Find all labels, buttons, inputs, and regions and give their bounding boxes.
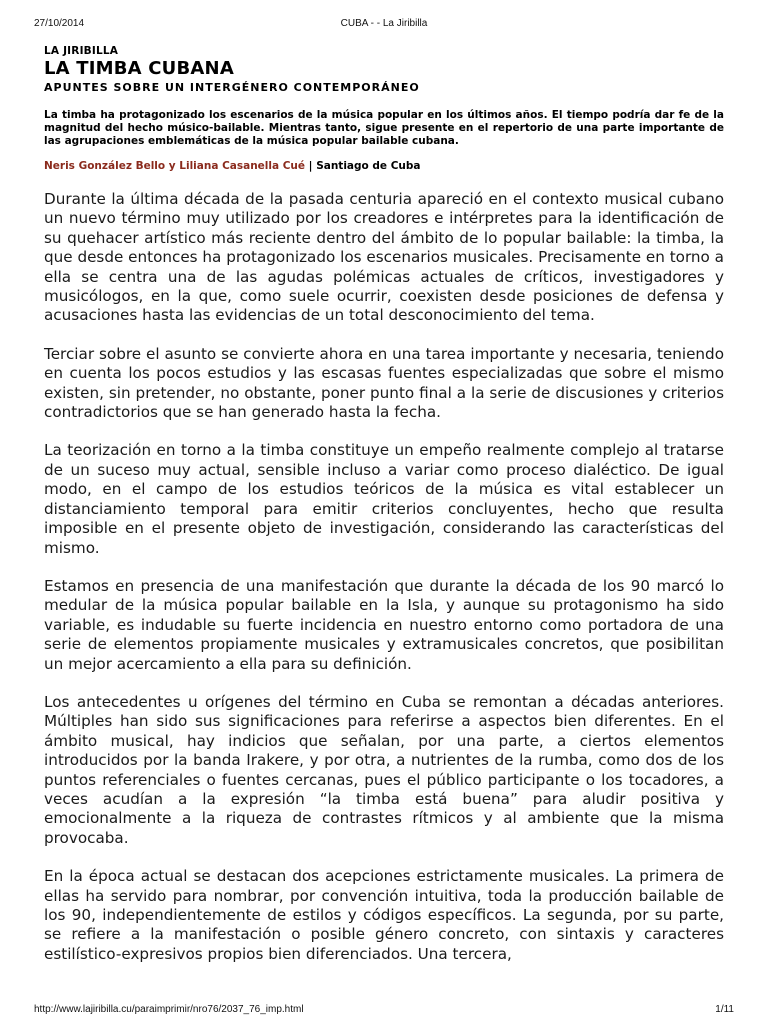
- print-page-title: CUBA - - La Jiribilla: [340, 18, 428, 29]
- print-header: [34, 18, 734, 29]
- body-paragraph: Los antecedentes u orígenes del término en Cuba se remontan a décadas anteriores. Múltiples han sido sus significaciones para referirse a aspectos bien diferentes. En el ámbito musical, hay indicios que señalan, por una parte, a ciertos elementos introducidos por la banda Irakere, y por otra, a nutrientes de la rumba, como dos de los puntos referenciales o fuentes cercanas, pues el público participante o los tocadores, a veces acudían a la expresión “la timba está buena” para aludir positiva y emocionalmente a la riqueza de contrastes rítmicos y al ambiente que la misma provocaba.: [44, 692, 724, 847]
- article: [44, 44, 724, 964]
- print-url: http://www.lajiribilla.cu/paraimprimir/nro76/2037_76_imp.html: [34, 1004, 304, 1015]
- print-page-number: 1/11: [715, 1004, 734, 1015]
- article-subtitle: APUNTES SOBRE UN INTERGÉNERO CONTEMPORÁNEO: [44, 81, 420, 94]
- body-paragraph: En la época actual se destacan dos acepciones estrictamente musicales. La primera de ellas ha servido para nombrar, por convención intuitiva, toda la producción bailable de los 90, independientemente de estilos y códigos específicos. La segunda, por su parte, se refiere a la manifestación o posible género concreto, con sintaxis y caracteres estilístico-expresivos propios bien diferenciados. Una tercera,: [44, 867, 724, 963]
- body-paragraph: Durante la última década de la pasada centuria apareció en el contexto musical cubano un nuevo término muy utilizado por los creadores e intérpretes para la identificación de su quehacer artístico más reciente dentro del ámbito de lo popular bailable: la timba, la que desde entonces ha protagonizado los escenarios musicales. Precisamente en torno a ella se centra una de las agudas polémicas actuales de críticos, investigadores y musicólogos, en la que, como suele ocurrir, coexisten desde posiciones de defensa y acusaciones hasta las evidencias de un total desconocimiento del tema.: [44, 190, 724, 325]
- byline-authors[interactable]: Neris González Bello y Liliana Casanella Cué: [44, 160, 306, 172]
- section-tag: LA JIRIBILLA: [44, 45, 119, 57]
- print-footer: [34, 1004, 734, 1015]
- article-lede: La timba ha protagonizado los escenarios de la música popular en los últimos años. El tiempo podría dar fe de la magnitud del hecho músico-bailable. Mientras tanto, sigue presente en el repertorio de una parte importante de las agrupaciones emblemáticas de la música popular bailable cubana.: [44, 109, 724, 147]
- byline: [44, 159, 724, 173]
- article-title: LA TIMBA CUBANA: [44, 58, 234, 79]
- print-date: 27/10/2014: [34, 18, 85, 29]
- body-paragraph: Estamos en presencia de una manifestación que durante la década de los 90 marcó lo medular de la música popular bailable en la Isla, y aunque su protagonismo ha sido variable, es indudable su fuerte incidencia en nuestro entorno como portadora de una serie de elementos propiamente musicales y extramusicales concretos, que posibilitan un mejor acercamiento a ella para su definición.: [44, 576, 724, 673]
- body-paragraph: Terciar sobre el asunto se convierte ahora en una tarea importante y necesaria, teniendo en cuenta los pocos estudios y las escasas fuentes especializadas que sobre el mismo existen, sin pretender, no obstante, poner punto final a la serie de discusiones y criterios contradictorios que se han generado hasta la fecha.: [44, 344, 724, 422]
- byline-location: Santiago de Cuba: [316, 160, 421, 172]
- body-paragraph: La teorización en torno a la timba constituye un empeño realmente complejo al tratarse de un suceso muy actual, sensible incluso a variar como proceso dialéctico. De igual modo, en el campo de los estudios teóricos de la música es vital establecer un distanciamiento temporal para emitir criterios concluyentes, hecho que resulta imposible en el presente objeto de investigación, considerando las características del mismo.: [44, 441, 724, 557]
- article-body: [44, 190, 724, 964]
- byline-separator: |: [305, 160, 317, 172]
